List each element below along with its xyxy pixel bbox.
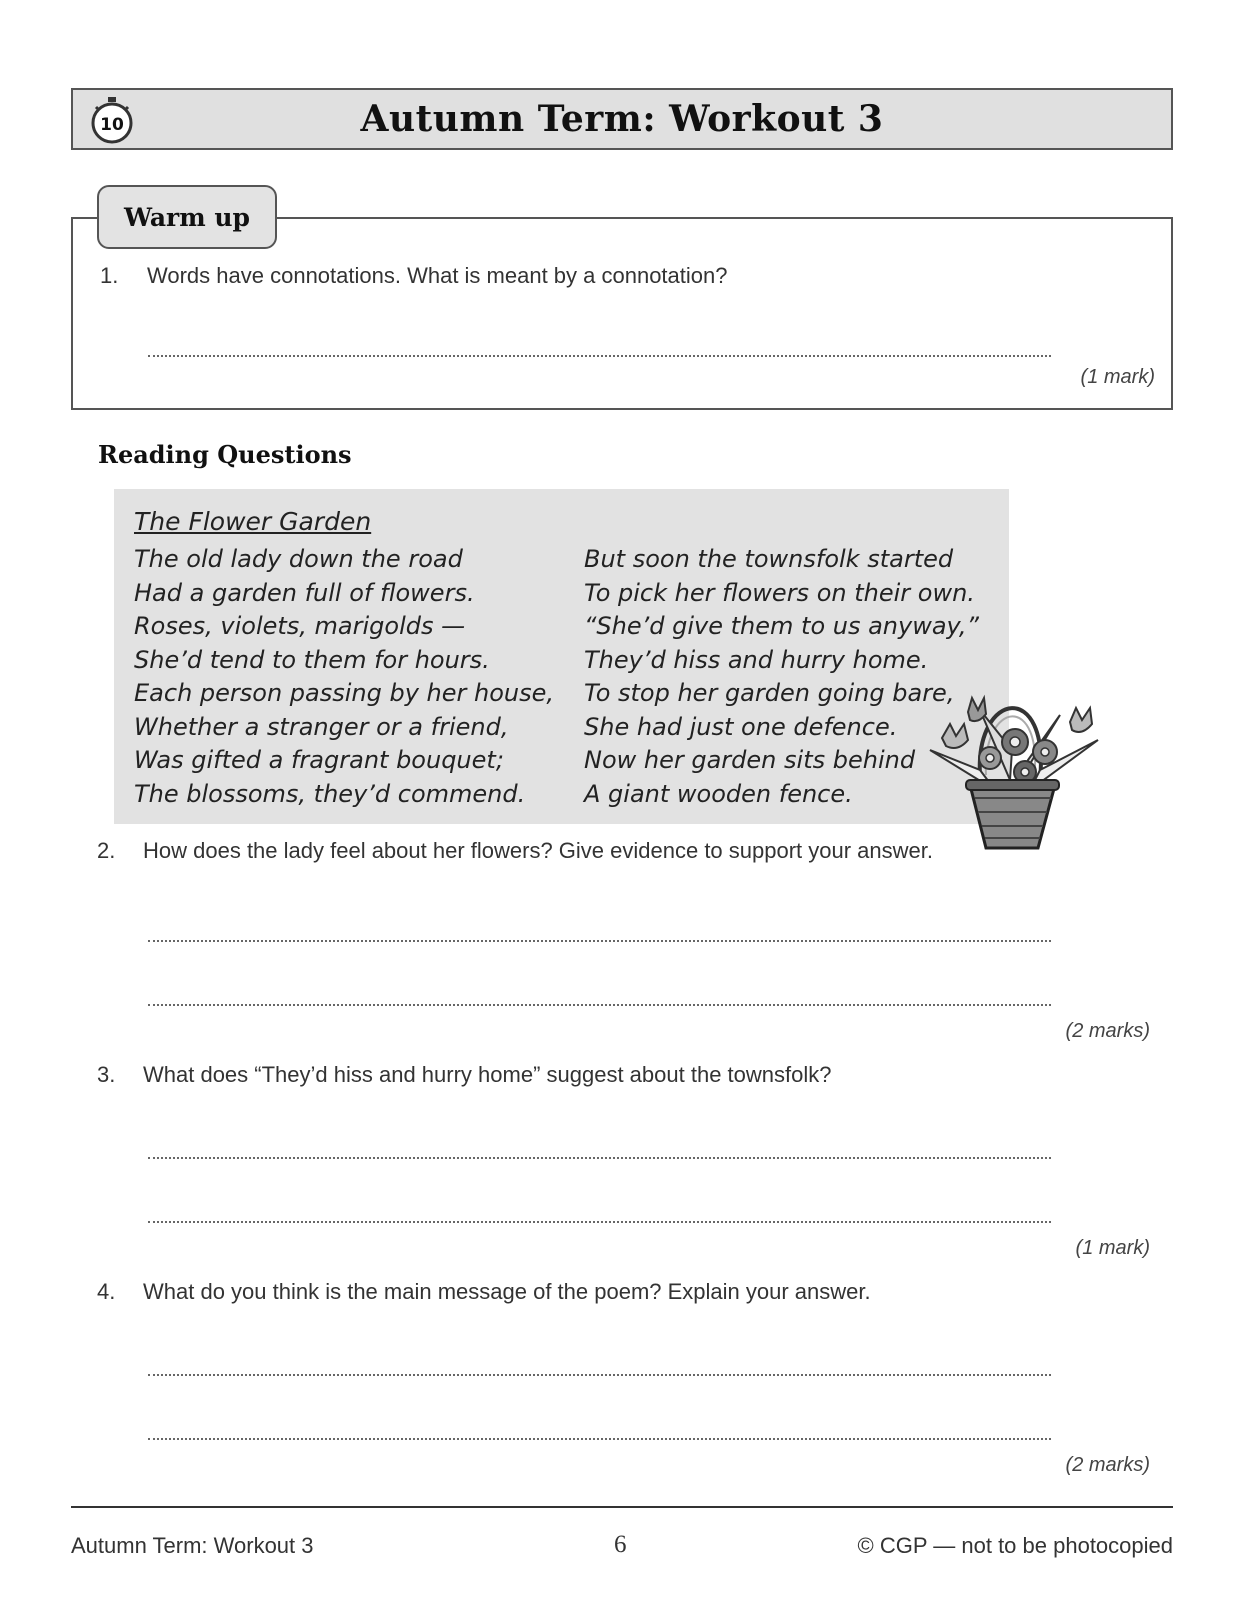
- warm-up-tab: Warm up: [97, 185, 277, 249]
- poem-line: To pick her flowers on their own.: [584, 578, 975, 607]
- poem-line: “She’d give them to us anyway,”: [584, 612, 979, 640]
- question-4-answer-line-2[interactable]: [148, 1438, 1051, 1440]
- page-number: 6: [614, 1531, 627, 1558]
- question-2-answer-line-1[interactable]: [148, 940, 1051, 942]
- question-3-answer-line-1[interactable]: [148, 1157, 1051, 1159]
- question-4-marks: (2 marks): [1065, 1454, 1150, 1476]
- page-header: [71, 88, 1173, 150]
- page-title: Autumn Term: Workout 3: [360, 98, 884, 140]
- question-1-answer-line[interactable]: [148, 355, 1051, 357]
- poem-line: She’d tend to them for hours.: [134, 645, 490, 674]
- footer-left-text: Autumn Term: Workout 3: [71, 1533, 314, 1558]
- poem-title: The Flower Garden: [134, 507, 372, 536]
- poem-line: The old lady down the road: [134, 545, 463, 573]
- question-2-text: How does the lady feel about her flowers? Give evidence to support your answer.: [143, 838, 934, 863]
- poem-line: She had just one defence.: [584, 712, 898, 741]
- question-2-marks: (2 marks): [1065, 1020, 1150, 1042]
- question-4-number: 4.: [97, 1279, 116, 1304]
- poem-line: Whether a stranger or a friend,: [134, 712, 509, 741]
- question-3-text: What does “They’d hiss and hurry home” suggest about the townsfolk?: [143, 1062, 832, 1087]
- timer-minutes: 10: [100, 115, 124, 135]
- footer-divider: [71, 1506, 1173, 1508]
- poem-line: Each person passing by her house,: [134, 679, 555, 707]
- reading-questions-heading: Reading Questions: [98, 440, 352, 469]
- question-1-marks: (1 mark): [1080, 366, 1155, 388]
- poem-line: Now her garden sits behind: [584, 746, 916, 774]
- question-2-number: 2.: [97, 838, 116, 863]
- poem-left-stanza: [134, 543, 554, 811]
- question-1-text: Words have connotations. What is meant by a connotation?: [147, 263, 728, 288]
- flower-basket-illustration: [920, 680, 1105, 855]
- poem-line: Had a garden full of flowers.: [134, 578, 475, 607]
- question-4-text: What do you think is the main message of the poem? Explain your answer.: [143, 1279, 871, 1304]
- question-4-answer-line-1[interactable]: [148, 1374, 1051, 1376]
- question-2-answer-line-2[interactable]: [148, 1004, 1051, 1006]
- poem-line: To stop her garden going bare,: [584, 679, 955, 707]
- poem-line: But soon the townsfolk started: [584, 545, 954, 573]
- question-3-number: 3.: [97, 1062, 116, 1087]
- poem-line: Roses, violets, marigolds —: [134, 612, 466, 640]
- poem-line: They’d hiss and hurry home.: [584, 645, 929, 674]
- question-3-marks: (1 mark): [1075, 1237, 1150, 1259]
- poem-line: The blossoms, they’d commend.: [134, 779, 526, 808]
- footer-copyright: © CGP — not to be photocopied: [857, 1533, 1173, 1558]
- poem-line: Was gifted a fragrant bouquet;: [134, 746, 504, 774]
- question-1-number: 1.: [100, 263, 119, 288]
- poem-line: A giant wooden fence.: [584, 779, 853, 808]
- question-3-answer-line-2[interactable]: [148, 1221, 1051, 1223]
